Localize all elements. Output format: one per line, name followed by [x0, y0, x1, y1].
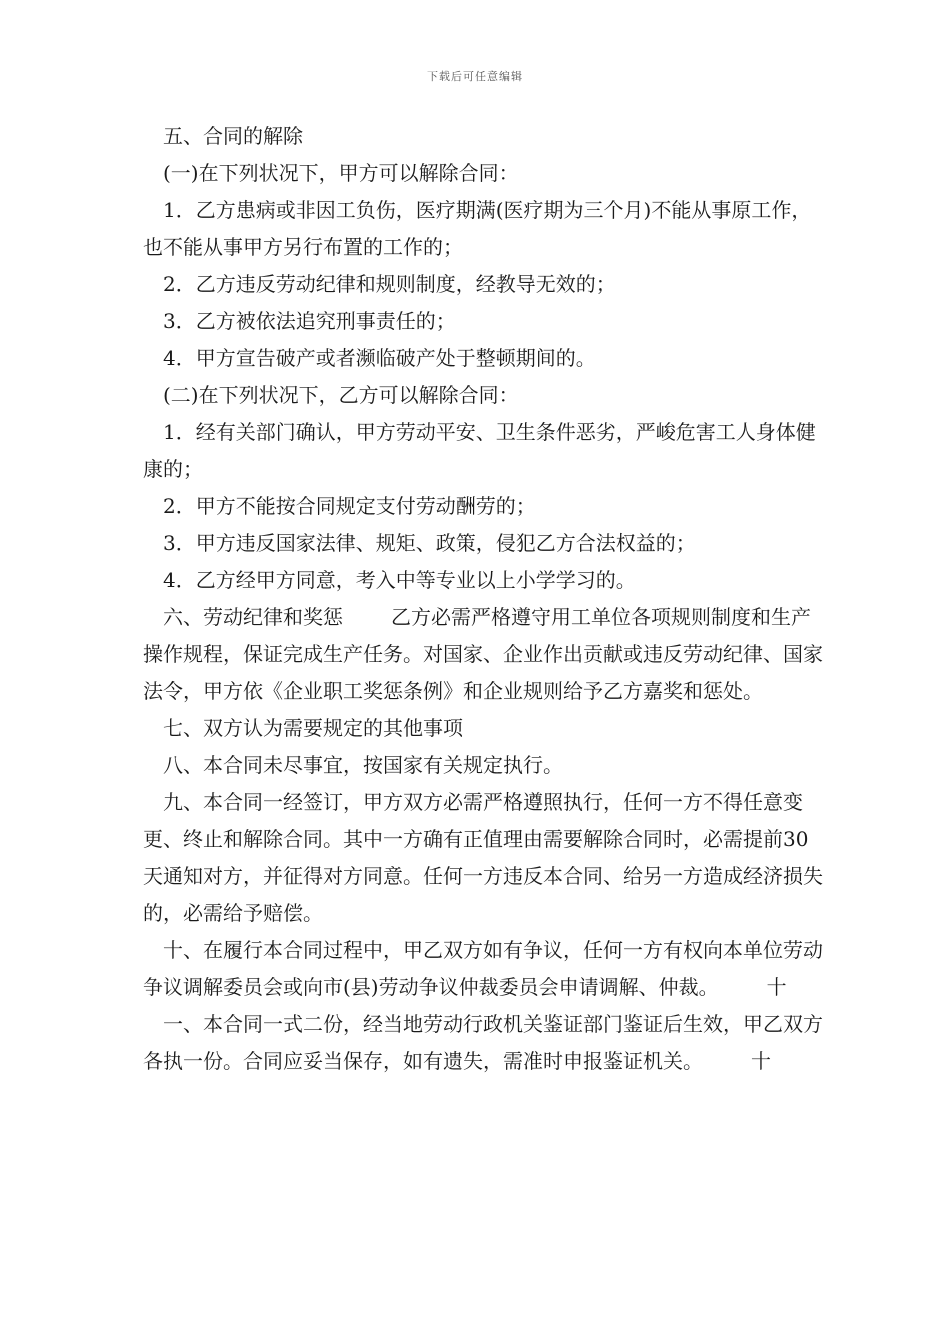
clause-b-4: 4．乙方经甲方同意，考入中等专业以上小学学习的。	[163, 568, 636, 592]
section-8: 八、本合同未尽事宜，按国家有关规定执行。	[163, 753, 563, 777]
page-header-note: 下载后可任意编辑	[427, 70, 523, 83]
section-9: 九、本合同一经签订，甲方双方必需严格遵照执行，任何一方不得任意变更、终止和解除合同。其中一方确有正值理由需要解除合同时，必需提前30天通知对方，并征得对方同意。任何一方违反本合同、给另一方造成经济损失的，必需给予赔偿。	[143, 790, 823, 925]
subsection-party-b-termination: (二)在下列状况下，乙方可以解除合同：	[163, 383, 519, 407]
section-10-trail: 十	[766, 975, 787, 999]
clause-b-3: 3．甲方违反国家法律、规矩、政策，侵犯乙方合法权益的；	[163, 531, 696, 555]
section-10-text: 十、在履行本合同过程中，甲乙双方如有争议，任何一方有权向本单位劳动争议调解委员会或向市(县)劳动争议仲裁委员会申请调解、仲裁。	[143, 938, 823, 999]
section-11-trail: 十	[751, 1049, 771, 1073]
section-5-heading: 五、合同的解除	[163, 124, 303, 148]
section-6-heading: 六、劳动纪律和奖惩	[163, 605, 343, 629]
section-11-text: 一、本合同一式二份，经当地劳动行政机关鉴证部门鉴证后生效，甲乙双方各执一份。合同应妥当保存，如有遗失，需准时申报鉴证机关。	[143, 1012, 823, 1073]
clause-b-2: 2．甲方不能按合同规定支付劳动酬劳的；	[163, 494, 536, 518]
subsection-party-a-termination: (一)在下列状况下，甲方可以解除合同：	[163, 161, 519, 185]
section-7: 七、双方认为需要规定的其他事项	[163, 716, 463, 740]
clause-b-1: 1．经有关部门确认，甲方劳动平安、卫生条件恶劣，严峻危害工人身体健康的；	[143, 420, 816, 481]
document-body	[143, 118, 827, 1080]
section-6	[143, 599, 827, 710]
section-11	[143, 1006, 827, 1080]
section-10	[143, 932, 827, 1006]
section-6-text: 乙方必需严格遵守用工单位各项规则制度和生产操作规程，保证完成生产任务。对国家、企业作出贡献或违反劳动纪律、国家法令，甲方依《企业职工奖惩条例》和企业规则给予乙方嘉奖和惩处。	[143, 605, 823, 703]
clause-a-1: 1．乙方患病或非因工负伤，医疗期满(医疗期为三个月)不能从事原工作，也不能从事甲方另行布置的工作的；	[143, 198, 812, 259]
clause-a-4: 4．甲方宣告破产或者濒临破产处于整顿期间的。	[163, 346, 596, 370]
clause-a-3: 3．乙方被依法追究刑事责任的；	[163, 309, 456, 333]
clause-a-2: 2．乙方违反劳动纪律和规则制度，经教导无效的；	[163, 272, 616, 296]
